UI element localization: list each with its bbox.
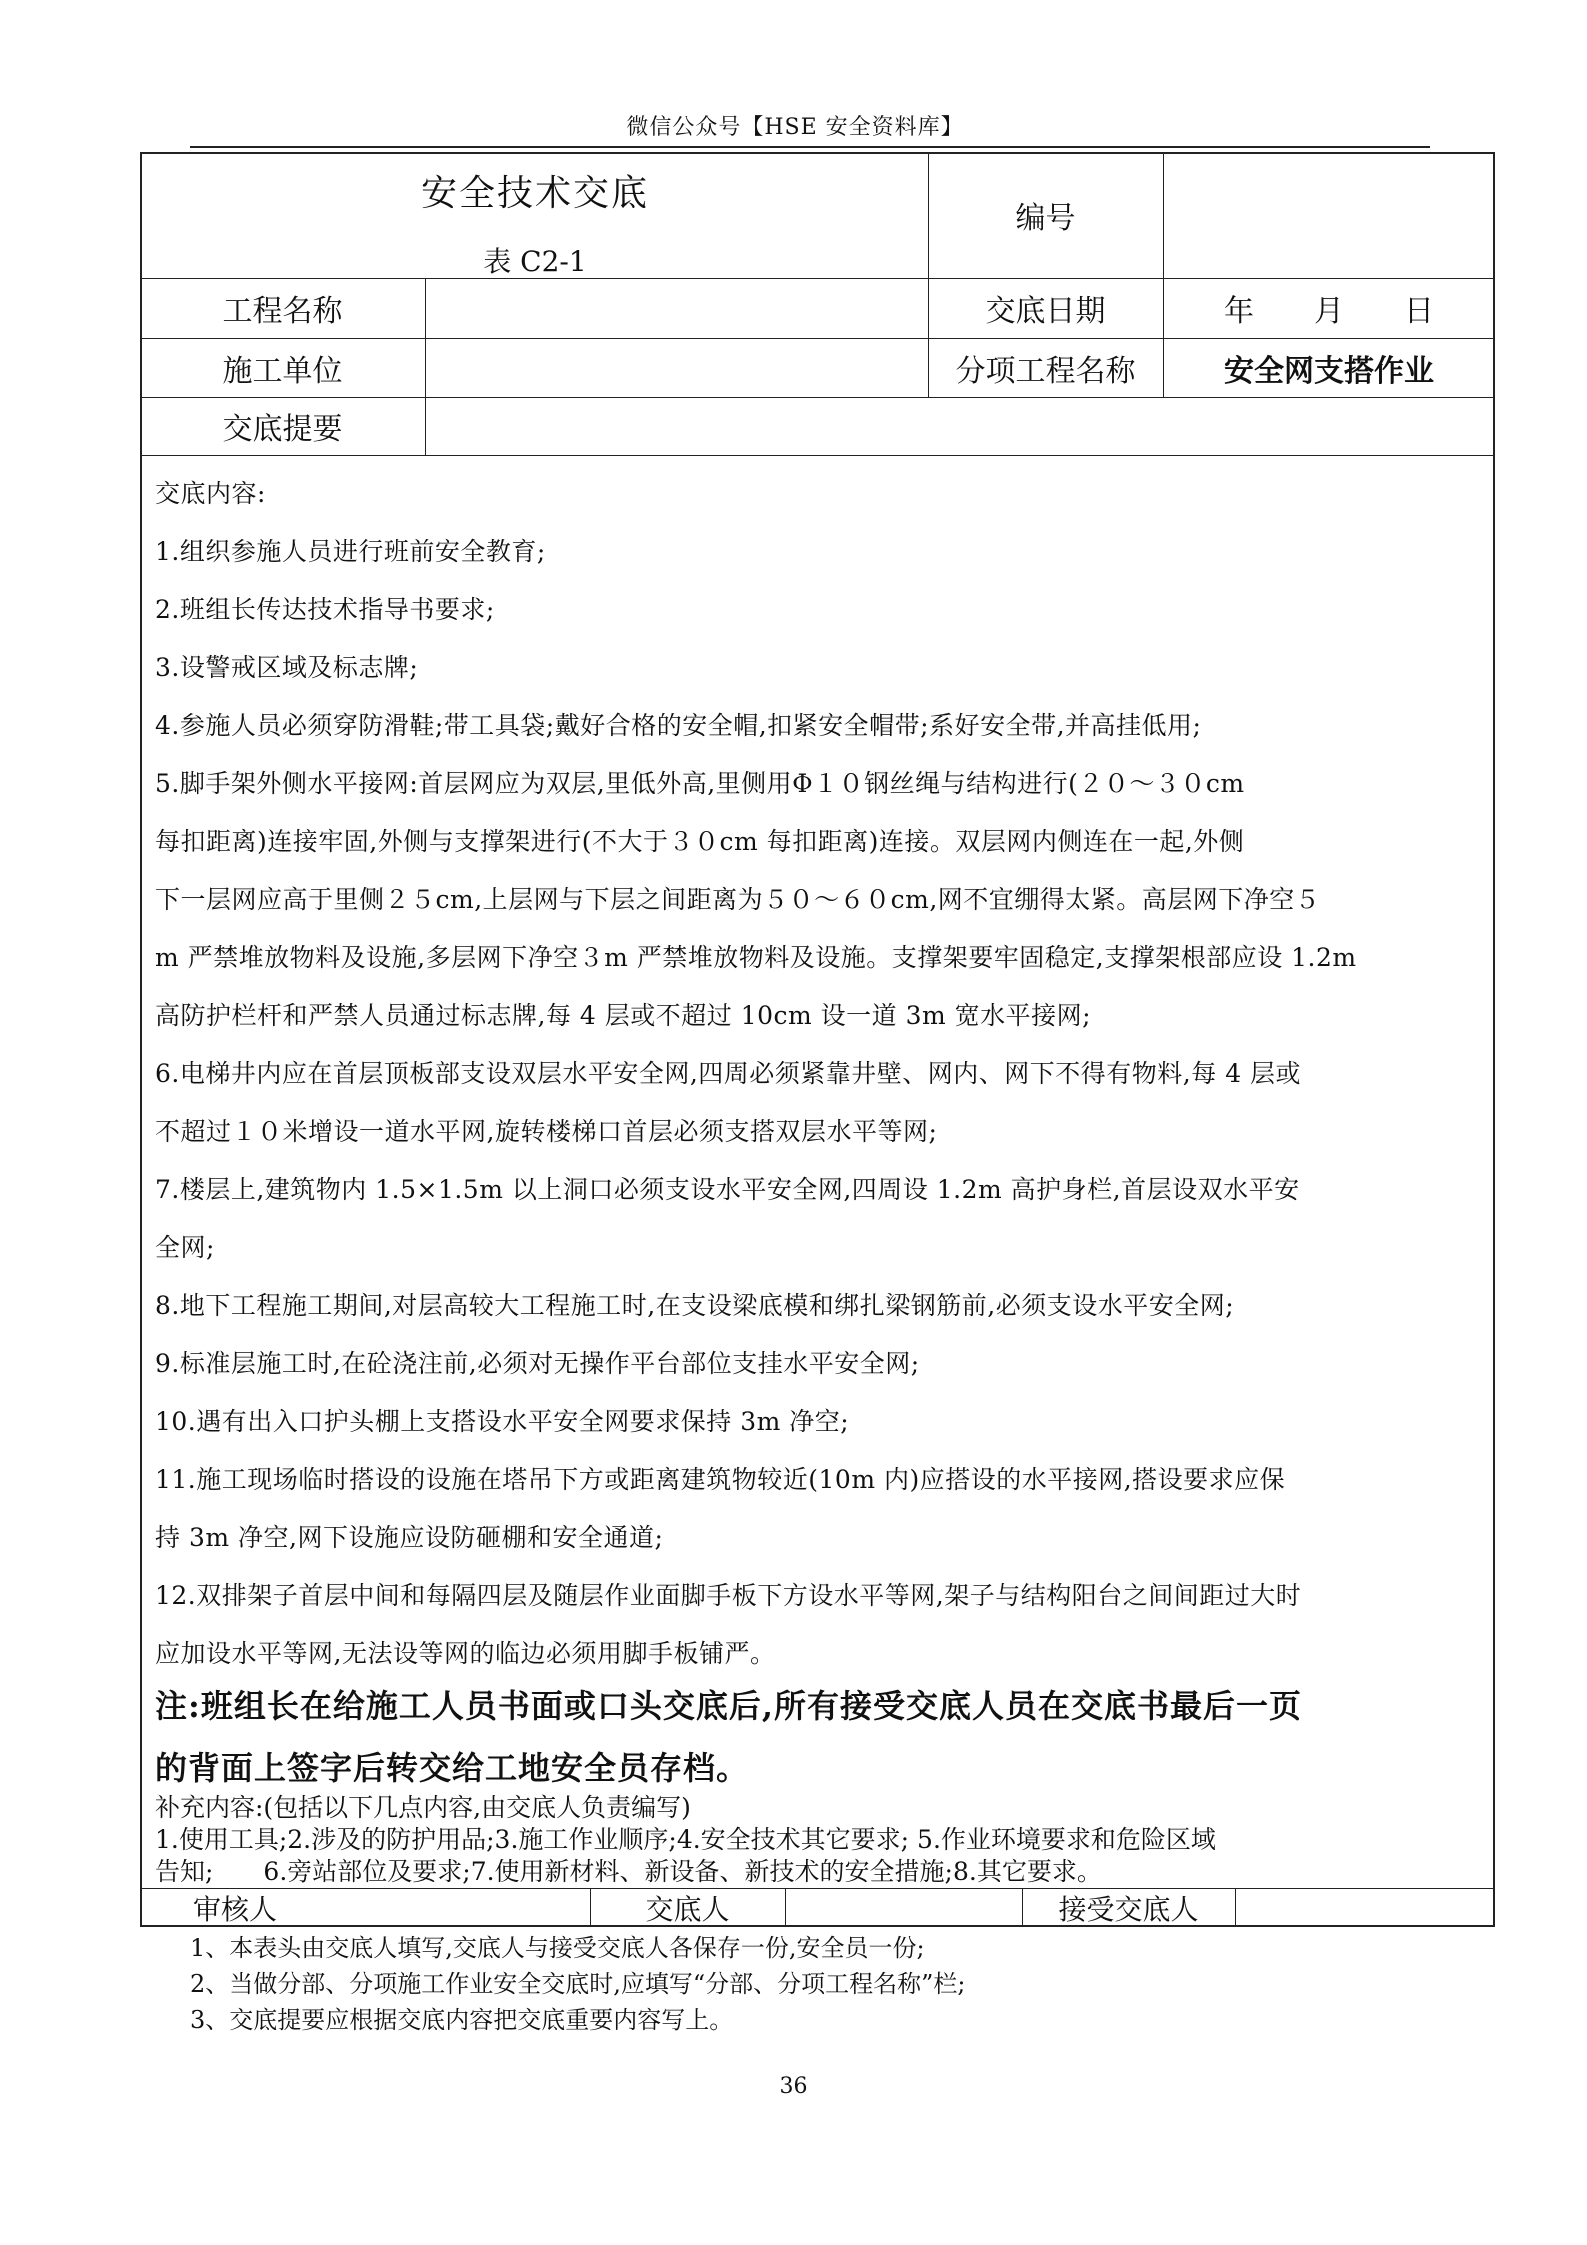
content-line: 1.组织参施人员进行班前安全教育; bbox=[155, 537, 546, 566]
content-line: 8.地下工程施工期间,对层高较大工程施工时,在支设梁底模和绑扎梁钢筋前,必须支设水平安全网; bbox=[155, 1291, 1235, 1320]
subproject-name-label: 分项工程名称 bbox=[955, 353, 1136, 389]
construction-unit-value[interactable] bbox=[425, 338, 928, 397]
footnote-item: 1、本表头由交底人填写,交底人与接受交底人各保存一份,安全员一份; bbox=[190, 1934, 925, 1962]
content-line: 应加设水平等网,无法设等网的临边必须用脚手板铺严。 bbox=[155, 1639, 776, 1668]
note-line: 的背面上签字后转交给工地安全员存档。 bbox=[155, 1749, 750, 1787]
number-value[interactable] bbox=[1163, 152, 1495, 278]
content-line: 2.班组长传达技术指导书要求; bbox=[155, 595, 495, 624]
construction-unit-label: 施工单位 bbox=[222, 353, 343, 389]
content-heading: 交底内容: bbox=[155, 479, 266, 508]
content-line: 3.设警戒区域及标志牌; bbox=[155, 653, 419, 682]
number-label: 编号 bbox=[1015, 201, 1076, 236]
disclosure-content bbox=[155, 465, 1485, 1683]
content-line: 10.遇有出入口护头棚上支搭设水平安全网要求保持 3m 净空; bbox=[155, 1407, 850, 1436]
signature-note bbox=[155, 1675, 1485, 1799]
supplement-section bbox=[155, 1792, 1485, 1888]
summary-label: 交底提要 bbox=[222, 412, 343, 447]
content-line: 下一层网应高于里侧２５cm,上层网与下层之间距离为５０～６０cm,网不宜绷得太紧。高层网下净空５ bbox=[155, 885, 1321, 914]
project-name-label: 工程名称 bbox=[222, 294, 343, 329]
content-line: 高防护栏杆和严禁人员通过标志牌,每 4 层或不超过 10cm 设一道 3m 宽水平接网; bbox=[155, 1001, 1092, 1030]
receiver-value[interactable] bbox=[1235, 1888, 1495, 1927]
project-name-value[interactable] bbox=[425, 278, 928, 338]
header-divider bbox=[190, 146, 1430, 148]
content-line: 6.电梯井内应在首层顶板部支设双层水平安全网,四周必须紧靠井壁、网内、网下不得有物料,每 4 层或 bbox=[155, 1059, 1302, 1088]
discloser-label: 交底人 bbox=[645, 1892, 730, 1926]
content-line: m 严禁堆放物料及设施,多层网下净空３m 严禁堆放物料及设施。支撑架要牢固稳定,支撑架根部应设 1.2m bbox=[155, 943, 1357, 972]
supplement-line: 1.使用工具;2.涉及的防护用品;3.施工作业顺序;4.安全技术其它要求; 5.作业环境要求和危险区域 bbox=[155, 1825, 1216, 1854]
content-line: 持 3m 净空,网下设施应设防砸棚和安全通道; bbox=[155, 1523, 664, 1552]
content-line: 11.施工现场临时搭设的设施在塔吊下方或距离建筑物较近(10m 内)应搭设的水平接网,搭设要求应保 bbox=[155, 1465, 1286, 1494]
summary-value[interactable] bbox=[425, 397, 1495, 455]
content-line: 每扣距离)连接牢固,外侧与支撑架进行(不大于３０cm 每扣距离)连接。双层网内侧连在一起,外侧 bbox=[155, 827, 1245, 856]
disclosure-date-value[interactable]: 年 月 日 bbox=[1224, 294, 1434, 329]
content-line: 不超过１０米增设一道水平网,旋转楼梯口首层必须支搭双层水平等网; bbox=[155, 1117, 938, 1146]
reviewer-value[interactable] bbox=[330, 1888, 590, 1927]
row-divider bbox=[140, 455, 1495, 456]
note-line: 注:班组长在给施工人员书面或口头交底后,所有接受交底人员在交底书最后一页 bbox=[155, 1687, 1302, 1725]
content-line: 全网; bbox=[155, 1233, 215, 1262]
form-title: 安全技术交底 bbox=[420, 173, 649, 214]
content-line: 7.楼层上,建筑物内 1.5×1.5m 以上洞口必须支设水平安全网,四周设 1.2m 高护身栏,首层设双水平安 bbox=[155, 1175, 1300, 1204]
content-line: 5.脚手架外侧水平接网:首层网应为双层,里低外高,里侧用Φ１０钢丝绳与结构进行(２０～３０cm bbox=[155, 769, 1245, 798]
supplement-heading: 补充内容:(包括以下几点内容,由交底人负责编写) bbox=[155, 1793, 691, 1822]
page-number: 36 bbox=[779, 2074, 808, 2099]
content-line: 9.标准层施工时,在砼浇注前,必须对无操作平台部位支挂水平安全网; bbox=[155, 1349, 920, 1378]
form-code: 表 C2-1 bbox=[483, 245, 587, 278]
form-footnotes bbox=[190, 1930, 1440, 2038]
discloser-value[interactable] bbox=[785, 1888, 1022, 1927]
document-source-header: 微信公众号【HSE 安全资料库】 bbox=[626, 115, 964, 140]
reviewer-label: 审核人 bbox=[192, 1892, 277, 1926]
subproject-name-value[interactable]: 安全网支搭作业 bbox=[1224, 353, 1434, 389]
supplement-line: 告知; 6.旁站部位及要求;7.使用新材料、新设备、新技术的安全措施;8.其它要求。 bbox=[155, 1857, 1102, 1886]
footnote-item: 2、当做分部、分项施工作业安全交底时,应填写“分部、分项工程名称”栏; bbox=[190, 1970, 966, 1998]
content-line: 4.参施人员必须穿防滑鞋;带工具袋;戴好合格的安全帽,扣紧安全帽带;系好安全带,并高挂低用; bbox=[155, 711, 1202, 740]
content-line: 12.双排架子首层中间和每隔四层及随层作业面脚手板下方设水平等网,架子与结构阳台之间间距过大时 bbox=[155, 1581, 1302, 1610]
disclosure-date-label: 交底日期 bbox=[985, 294, 1106, 329]
receiver-label: 接受交底人 bbox=[1058, 1892, 1199, 1926]
footnote-item: 3、交底提要应根据交底内容把交底重要内容写上。 bbox=[190, 2006, 734, 2034]
